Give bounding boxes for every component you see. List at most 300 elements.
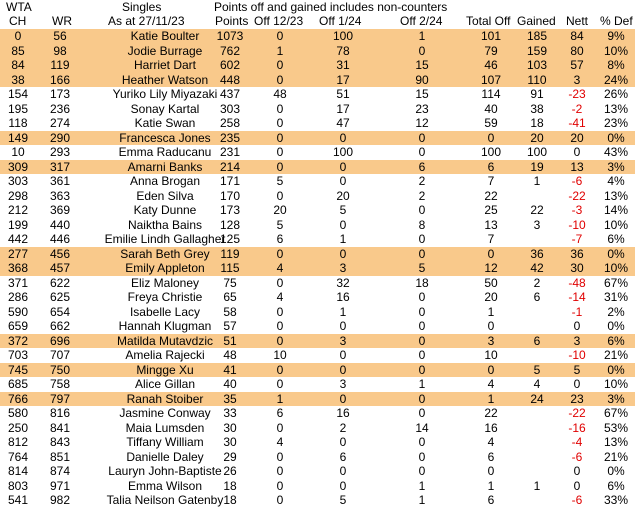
cell-ch: 154 xyxy=(7,87,29,101)
cell-name: Amelia Rajecki xyxy=(125,348,205,362)
cell-off2: 0 xyxy=(339,159,347,174)
cell-nett: 3 xyxy=(573,333,581,348)
cell-off1: 0 xyxy=(276,101,284,116)
cell-gained: 1 xyxy=(533,174,541,188)
cell-off2: 16 xyxy=(336,406,350,420)
cell-nett: 30 xyxy=(570,261,584,275)
cell-wr: 750 xyxy=(49,362,71,377)
cell-points: 173 xyxy=(219,203,241,217)
cell-total: 6 xyxy=(487,493,495,507)
cell-nett: -7 xyxy=(571,232,583,246)
cell-off2: 0 xyxy=(339,319,347,333)
cell-gained: 100 xyxy=(526,145,548,159)
cell-name: Eliz Maloney xyxy=(130,275,200,290)
cell-off3: 18 xyxy=(415,275,429,290)
cell-gained: 159 xyxy=(526,43,548,58)
cell-def: 31% xyxy=(603,290,629,304)
cell-off3: 12 xyxy=(415,116,429,130)
table-row xyxy=(0,319,635,334)
cell-ch: 250 xyxy=(7,420,29,435)
cell-def: 8% xyxy=(607,58,625,72)
cell-points: 115 xyxy=(220,261,240,275)
cell-name: Tiffany William xyxy=(126,435,204,449)
cell-total: 59 xyxy=(484,116,498,130)
cell-total: 3 xyxy=(487,333,495,348)
header-total-off: Total Off xyxy=(466,14,511,28)
cell-def: 3% xyxy=(607,391,625,406)
header-pct-def: % Def xyxy=(600,14,633,28)
cell-total: 107 xyxy=(480,72,502,87)
cell-points: 18 xyxy=(223,493,237,507)
cell-nett: 23 xyxy=(570,391,584,406)
cell-points: 51 xyxy=(223,333,237,348)
cell-ch: 580 xyxy=(7,406,29,420)
cell-ch: 0 xyxy=(14,29,22,43)
table-row xyxy=(0,261,635,276)
cell-name: Yuriko Lily Miyazaki xyxy=(112,87,218,101)
cell-def: 0% xyxy=(607,362,625,377)
cell-nett: -3 xyxy=(571,203,583,217)
cell-off3: 0 xyxy=(418,464,426,478)
cell-off1: 0 xyxy=(276,116,284,130)
cell-off1: 0 xyxy=(276,420,284,435)
cell-total: 0 xyxy=(487,130,495,145)
cell-gained: 103 xyxy=(526,58,548,72)
cell-ch: 442 xyxy=(7,232,29,246)
cell-def: 6% xyxy=(607,478,625,493)
cell-off3: 1 xyxy=(418,493,426,507)
cell-total: 6 xyxy=(487,159,495,174)
table-row xyxy=(0,392,635,407)
cell-def: 6% xyxy=(607,333,625,348)
cell-name: Emilie Lindh Gallagher xyxy=(104,232,226,246)
cell-off3: 2 xyxy=(418,188,426,203)
cell-ch: 803 xyxy=(7,478,29,493)
cell-total: 101 xyxy=(480,29,502,43)
table-row xyxy=(0,377,635,392)
cell-points: 171 xyxy=(219,174,241,188)
cell-nett: -16 xyxy=(568,420,586,435)
cell-off1: 6 xyxy=(276,232,284,246)
cell-name: Maia Lumsden xyxy=(125,420,205,435)
table-row xyxy=(0,421,635,436)
cell-wr: 290 xyxy=(49,130,71,145)
cell-ch: 685 xyxy=(7,377,29,391)
cell-def: 0% xyxy=(607,246,625,261)
table-row xyxy=(0,102,635,117)
cell-nett: 3 xyxy=(573,72,581,87)
cell-gained: 3 xyxy=(533,217,541,232)
cell-def: 21% xyxy=(603,449,629,464)
cell-ch: 745 xyxy=(7,362,29,377)
cell-wr: 173 xyxy=(49,87,71,101)
cell-wr: 851 xyxy=(49,449,71,464)
cell-total: 100 xyxy=(480,145,502,159)
cell-ch: 195 xyxy=(7,101,29,116)
cell-def: 13% xyxy=(603,435,629,449)
cell-off1: 48 xyxy=(273,87,287,101)
cell-def: 23% xyxy=(603,116,629,130)
cell-def: 67% xyxy=(603,406,629,420)
cell-name: Anna Brogan xyxy=(129,174,201,188)
cell-ch: 10 xyxy=(11,145,25,159)
cell-name: Jasmine Conway xyxy=(119,406,211,420)
cell-ch: 368 xyxy=(7,261,29,275)
cell-off2: 3 xyxy=(339,377,347,391)
cell-name: Francesca Jones xyxy=(119,130,211,145)
cell-nett: 0 xyxy=(573,464,581,478)
header-ch: CH xyxy=(9,14,27,28)
cell-off1: 0 xyxy=(276,159,284,174)
cell-off3: 8 xyxy=(418,217,426,232)
cell-nett: 0 xyxy=(573,478,581,493)
cell-ch: 812 xyxy=(7,435,29,449)
cell-total: 10 xyxy=(484,348,498,362)
cell-def: 26% xyxy=(603,87,629,101)
cell-points: 65 xyxy=(223,290,237,304)
cell-off1: 1 xyxy=(276,43,284,58)
cell-points: 119 xyxy=(220,246,240,261)
cell-total: 114 xyxy=(481,87,501,101)
cell-total: 22 xyxy=(484,188,498,203)
cell-def: 9% xyxy=(607,29,625,43)
cell-nett: 80 xyxy=(570,43,584,58)
cell-off2: 3 xyxy=(339,333,347,348)
cell-ch: 298 xyxy=(7,188,29,203)
cell-def: 10% xyxy=(603,377,629,391)
table-row xyxy=(0,189,635,204)
cell-gained: 1 xyxy=(533,478,541,493)
cell-gained: 38 xyxy=(530,101,544,116)
cell-name: Katie Swan xyxy=(134,116,196,130)
cell-off2: 47 xyxy=(336,116,350,130)
cell-points: 40 xyxy=(223,377,237,391)
table-row xyxy=(0,232,635,247)
cell-points: 33 xyxy=(223,406,237,420)
cell-off1: 0 xyxy=(276,188,284,203)
cell-nett: 5 xyxy=(573,362,581,377)
cell-nett: -6 xyxy=(571,493,583,507)
cell-def: 4% xyxy=(607,174,625,188)
cell-off2: 78 xyxy=(336,43,350,58)
cell-gained: 5 xyxy=(533,362,541,377)
cell-ch: 199 xyxy=(7,217,29,232)
table-row xyxy=(0,29,635,44)
cell-off3: 0 xyxy=(418,43,426,58)
cell-off2: 5 xyxy=(339,493,347,507)
cell-points: 18 xyxy=(223,478,237,493)
cell-wr: 707 xyxy=(49,348,71,362)
cell-name: Alice Gillan xyxy=(134,377,196,391)
cell-total: 1 xyxy=(487,391,495,406)
cell-def: 13% xyxy=(603,101,629,116)
header-wr: WR xyxy=(52,14,72,28)
cell-off1: 0 xyxy=(276,145,284,159)
cell-gained: 4 xyxy=(533,377,541,391)
cell-total: 4 xyxy=(487,435,495,449)
table-row xyxy=(0,305,635,320)
cell-gained: 91 xyxy=(530,87,544,101)
cell-off1: 0 xyxy=(276,449,284,464)
cell-off2: 6 xyxy=(339,449,347,464)
cell-off2: 0 xyxy=(339,362,347,377)
table-row xyxy=(0,131,635,146)
cell-wr: 843 xyxy=(49,435,71,449)
header-as-at: As at 27/11/23 xyxy=(108,14,185,28)
cell-off3: 6 xyxy=(418,159,426,174)
header-nett: Nett xyxy=(566,14,589,28)
cell-total: 16 xyxy=(484,420,498,435)
cell-off3: 90 xyxy=(415,72,429,87)
cell-wr: 56 xyxy=(53,29,67,43)
cell-points: 58 xyxy=(223,304,237,319)
cell-wr: 363 xyxy=(49,188,71,203)
cell-off2: 31 xyxy=(336,58,350,72)
cell-nett: -10 xyxy=(568,348,586,362)
table-row xyxy=(0,203,635,218)
cell-nett: 84 xyxy=(570,29,584,43)
cell-wr: 971 xyxy=(49,478,71,493)
cell-def: 14% xyxy=(603,203,629,217)
cell-off2: 51 xyxy=(336,87,350,101)
cell-total: 22 xyxy=(484,406,498,420)
cell-wr: 361 xyxy=(49,174,71,188)
cell-points: 128 xyxy=(219,217,241,232)
cell-nett: -4 xyxy=(571,435,583,449)
header-off-1-24: Off 1/24 xyxy=(319,14,362,28)
cell-points: 41 xyxy=(223,362,237,377)
cell-name: Heather Watson xyxy=(121,72,209,87)
cell-gained: 18 xyxy=(530,116,544,130)
cell-off1: 0 xyxy=(276,333,284,348)
cell-off3: 0 xyxy=(418,391,426,406)
cell-off2: 0 xyxy=(339,435,347,449)
cell-wr: 841 xyxy=(49,420,71,435)
cell-wr: 274 xyxy=(49,116,71,130)
cell-nett: -48 xyxy=(568,275,586,290)
cell-def: 3% xyxy=(607,159,625,174)
cell-total: 12 xyxy=(484,261,498,275)
cell-wr: 456 xyxy=(49,246,71,261)
cell-nett: 13 xyxy=(570,159,584,174)
cell-def: 10% xyxy=(603,43,629,58)
cell-name: Emily Appleton xyxy=(125,261,205,275)
table-row xyxy=(0,406,635,421)
cell-total: 20 xyxy=(484,290,498,304)
rankings-table xyxy=(0,29,635,508)
table-row xyxy=(0,363,635,378)
cell-total: 7 xyxy=(487,232,495,246)
header-row-1 xyxy=(0,0,635,14)
cell-wr: 625 xyxy=(49,290,71,304)
cell-off1: 5 xyxy=(276,217,284,232)
cell-name: Katy Dunne xyxy=(133,203,197,217)
cell-gained: 6 xyxy=(533,333,541,348)
cell-name: Talia Neilson Gatenby xyxy=(106,493,224,507)
cell-def: 67% xyxy=(603,275,629,290)
cell-nett: -10 xyxy=(568,217,586,232)
cell-name: Katie Boulter xyxy=(130,29,200,43)
cell-off3: 14 xyxy=(415,420,429,435)
cell-gained: 42 xyxy=(530,261,544,275)
cell-ch: 277 xyxy=(7,246,29,261)
cell-off2: 0 xyxy=(339,217,347,232)
cell-wr: 816 xyxy=(49,406,71,420)
cell-wr: 369 xyxy=(49,203,71,217)
cell-ch: 309 xyxy=(7,159,29,174)
cell-def: 0% xyxy=(607,130,625,145)
cell-wr: 440 xyxy=(49,217,71,232)
cell-nett: -23 xyxy=(568,87,586,101)
cell-name: Lauryn John-Baptiste xyxy=(108,464,222,478)
cell-points: 30 xyxy=(223,420,237,435)
cell-off1: 5 xyxy=(276,174,284,188)
cell-name: Ranah Stoiber xyxy=(126,391,204,406)
cell-gained: 110 xyxy=(527,72,547,87)
cell-total: 0 xyxy=(487,362,495,377)
cell-wr: 622 xyxy=(49,275,71,290)
cell-nett: -14 xyxy=(568,290,586,304)
cell-ch: 764 xyxy=(7,449,29,464)
cell-name: Naiktha Bains xyxy=(127,217,203,232)
cell-wr: 696 xyxy=(49,333,71,348)
cell-off2: 20 xyxy=(336,188,350,203)
table-row xyxy=(0,145,635,160)
cell-def: 13% xyxy=(603,188,629,203)
cell-points: 26 xyxy=(223,464,237,478)
cell-nett: 36 xyxy=(570,246,584,261)
cell-total: 40 xyxy=(484,101,498,116)
cell-off3: 0 xyxy=(418,232,426,246)
cell-total: 0 xyxy=(487,319,495,333)
cell-def: 53% xyxy=(603,420,629,435)
cell-name: Isabelle Lacy xyxy=(129,304,201,319)
cell-off3: 1 xyxy=(418,377,426,391)
cell-gained: 20 xyxy=(530,130,544,145)
cell-gained: 19 xyxy=(530,159,544,174)
cell-points: 448 xyxy=(219,72,241,87)
cell-off3: 0 xyxy=(418,348,426,362)
cell-off1: 0 xyxy=(276,493,284,507)
cell-off3: 5 xyxy=(418,261,426,275)
cell-gained: 2 xyxy=(533,275,541,290)
cell-off2: 0 xyxy=(339,246,347,261)
cell-points: 125 xyxy=(219,232,241,246)
cell-off1: 0 xyxy=(276,275,284,290)
cell-total: 7 xyxy=(487,174,495,188)
cell-points: 29 xyxy=(223,449,237,464)
cell-wr: 317 xyxy=(49,159,71,174)
cell-name: Amarni Banks xyxy=(127,159,203,174)
cell-points: 437 xyxy=(219,87,241,101)
cell-def: 21% xyxy=(603,348,629,362)
cell-wr: 982 xyxy=(49,493,71,507)
cell-name: Mingge Xu xyxy=(136,362,194,377)
cell-off1: 4 xyxy=(276,261,284,275)
cell-off1: 6 xyxy=(276,406,284,420)
cell-off3: 15 xyxy=(415,58,429,72)
cell-off1: 1 xyxy=(276,391,284,406)
cell-off3: 0 xyxy=(418,203,426,217)
cell-off3: 0 xyxy=(418,304,426,319)
cell-points: 170 xyxy=(219,188,241,203)
cell-ch: 703 xyxy=(7,348,29,362)
cell-def: 6% xyxy=(607,232,625,246)
cell-def: 10% xyxy=(603,217,629,232)
cell-wr: 457 xyxy=(49,261,71,275)
cell-total: 46 xyxy=(484,58,498,72)
cell-off2: 32 xyxy=(336,275,350,290)
cell-off3: 0 xyxy=(418,449,426,464)
table-row xyxy=(0,464,635,479)
cell-off3: 15 xyxy=(415,87,429,101)
cell-off1: 10 xyxy=(273,348,287,362)
cell-wr: 119 xyxy=(50,58,70,72)
cell-off3: 0 xyxy=(418,406,426,420)
cell-points: 602 xyxy=(219,58,241,72)
header-points: Points xyxy=(215,14,249,28)
table-row xyxy=(0,348,635,363)
cell-off2: 100 xyxy=(332,145,354,159)
cell-off1: 0 xyxy=(276,304,284,319)
cell-points: 235 xyxy=(219,130,241,145)
cell-off1: 0 xyxy=(276,464,284,478)
cell-name: Freya Christie xyxy=(127,290,203,304)
cell-points: 75 xyxy=(223,275,237,290)
cell-points: 1073 xyxy=(216,29,244,43)
cell-off3: 0 xyxy=(418,333,426,348)
cell-def: 10% xyxy=(603,261,629,275)
cell-off2: 0 xyxy=(339,464,347,478)
table-row xyxy=(0,174,635,189)
table-row xyxy=(0,334,635,349)
cell-points: 214 xyxy=(219,159,241,174)
header-gained: Gained xyxy=(517,14,556,28)
cell-off2: 0 xyxy=(339,478,347,493)
cell-points: 303 xyxy=(219,101,241,116)
cell-off3: 1 xyxy=(418,478,426,493)
cell-points: 30 xyxy=(223,435,237,449)
cell-gained: 36 xyxy=(530,246,544,261)
cell-nett: -22 xyxy=(568,406,586,420)
cell-wr: 654 xyxy=(49,304,71,319)
cell-nett: -6 xyxy=(571,174,583,188)
cell-off2: 17 xyxy=(336,72,350,87)
cell-off3: 0 xyxy=(418,246,426,261)
cell-off2: 1 xyxy=(339,304,347,319)
cell-gained: 185 xyxy=(526,29,548,43)
cell-nett: 0 xyxy=(573,319,581,333)
cell-name: Harriet Dart xyxy=(133,58,196,72)
cell-points: 231 xyxy=(219,145,241,159)
table-row xyxy=(0,247,635,262)
cell-wr: 446 xyxy=(49,232,71,246)
cell-name: Matilda Mutavdzic xyxy=(116,333,214,348)
cell-off1: 4 xyxy=(276,290,284,304)
cell-ch: 659 xyxy=(7,319,29,333)
cell-name: Sonay Kartal xyxy=(130,101,200,116)
cell-wr: 662 xyxy=(49,319,71,333)
cell-ch: 149 xyxy=(7,130,29,145)
cell-total: 6 xyxy=(487,449,495,464)
cell-off3: 0 xyxy=(418,130,426,145)
cell-off1: 20 xyxy=(273,203,287,217)
cell-ch: 814 xyxy=(7,464,29,478)
cell-nett: -22 xyxy=(568,188,586,203)
cell-off1: 0 xyxy=(276,377,284,391)
cell-def: 0% xyxy=(607,319,625,333)
cell-total: 0 xyxy=(487,246,495,261)
